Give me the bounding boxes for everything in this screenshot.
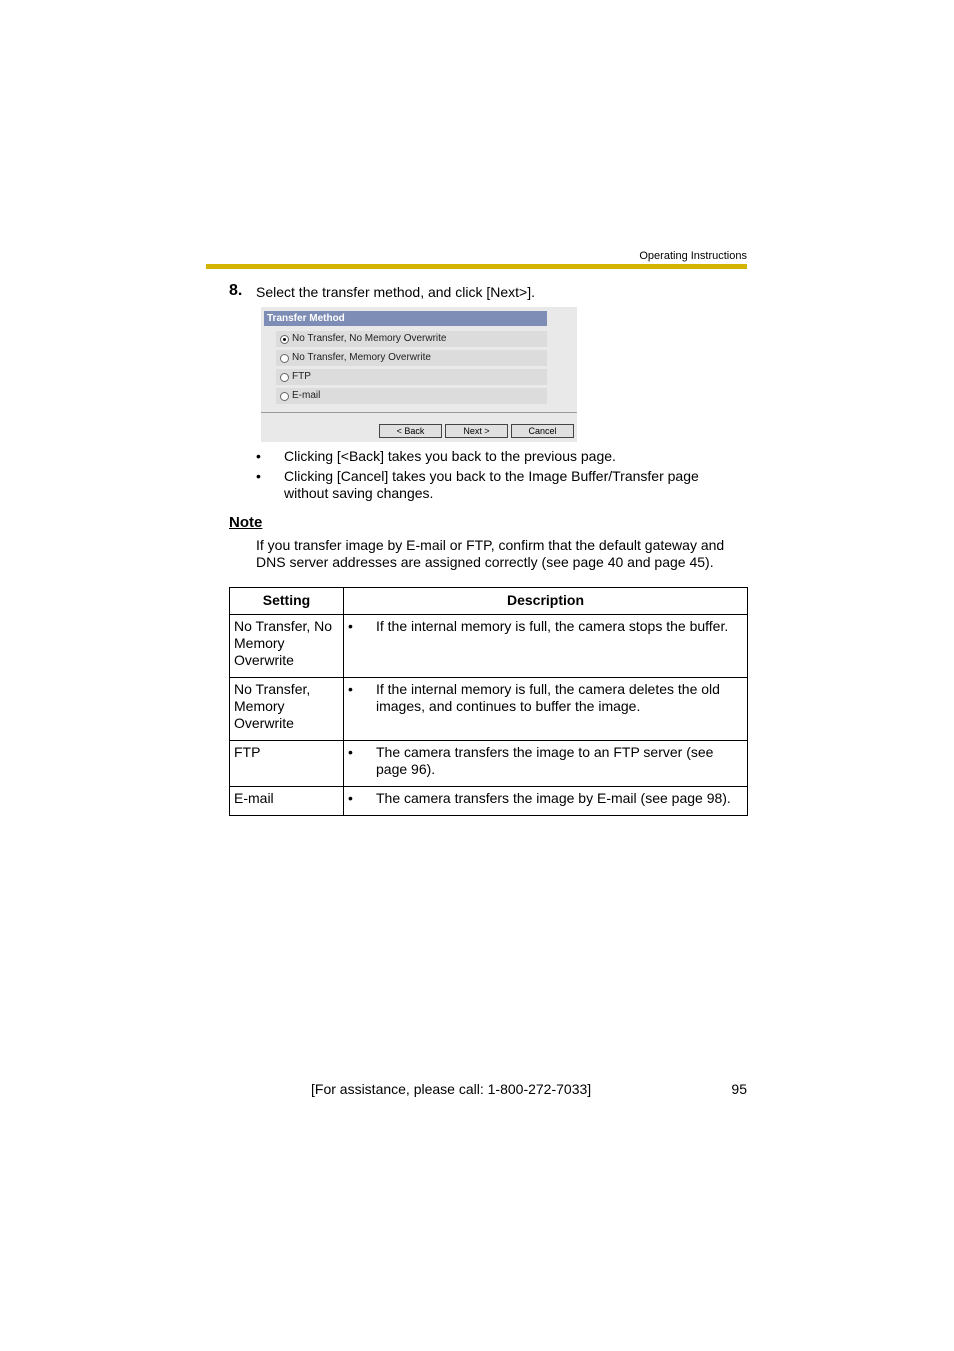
- radio-selected-icon[interactable]: [280, 335, 289, 344]
- table-row: [230, 678, 748, 741]
- setting-cell: No Transfer, No Memory Overwrite: [230, 615, 344, 678]
- page-number: 95: [731, 1081, 747, 1097]
- description-cell: • The camera transfers the image by E-mail (see page 98).: [344, 787, 748, 816]
- bullet-icon: •: [256, 468, 261, 484]
- bullet-icon: •: [348, 744, 353, 760]
- column-header-description: Description: [344, 588, 748, 615]
- setting-cell: No Transfer, Memory Overwrite: [230, 678, 344, 741]
- option-label: No Transfer, Memory Overwrite: [292, 352, 431, 363]
- option-label: FTP: [292, 371, 311, 382]
- note-text: If you transfer image by E-mail or FTP, confirm that the default gateway and DNS server addresses are assigned correctly (see page 40 and page 45).: [256, 537, 725, 570]
- bullet-icon: •: [348, 681, 353, 697]
- cancel-button[interactable]: Cancel: [511, 424, 574, 438]
- setting-cell: FTP: [230, 741, 344, 787]
- step-instruction: Select the transfer method, and click [Next>].: [256, 284, 535, 300]
- panel-title: Transfer Method: [264, 311, 547, 326]
- radio-icon[interactable]: [280, 354, 289, 363]
- bullet-icon: •: [348, 790, 353, 806]
- transfer-method-screenshot: [261, 307, 577, 442]
- bullet-icon: •: [256, 448, 261, 464]
- table-header-row: [230, 588, 748, 615]
- description-cell: • If the internal memory is full, the camera deletes the old images, and continues to buffer the image.: [344, 678, 748, 741]
- step-number: 8.: [229, 282, 243, 299]
- bullet-list: [256, 448, 756, 505]
- note-heading: Note: [229, 514, 263, 531]
- option-email[interactable]: [276, 388, 547, 404]
- assistance-footer: [For assistance, please call: 1-800-272-7033]: [311, 1081, 592, 1097]
- settings-table: [229, 587, 748, 816]
- table-row: [230, 787, 748, 816]
- option-label: No Transfer, No Memory Overwrite: [292, 333, 447, 344]
- option-no-transfer-no-overwrite[interactable]: [276, 331, 547, 347]
- table-row: [230, 615, 748, 678]
- list-item: • Clicking [Cancel] takes you back to the Image Buffer/Transfer page without saving changes.: [256, 468, 699, 501]
- column-header-setting: Setting: [230, 588, 344, 615]
- back-button[interactable]: < Back: [379, 424, 442, 438]
- bullet-icon: •: [348, 618, 353, 634]
- running-header: Operating Instructions: [639, 250, 747, 262]
- next-button[interactable]: Next >: [445, 424, 508, 438]
- header-rule: [206, 264, 747, 269]
- option-no-transfer-overwrite[interactable]: [276, 350, 547, 366]
- list-item: • Clicking [<Back] takes you back to the previous page.: [256, 448, 616, 464]
- table-row: [230, 741, 748, 787]
- setting-cell: E-mail: [230, 787, 344, 816]
- radio-icon[interactable]: [280, 373, 289, 382]
- option-ftp[interactable]: [276, 369, 547, 385]
- description-cell: • If the internal memory is full, the camera stops the buffer.: [344, 615, 748, 678]
- option-label: E-mail: [292, 390, 321, 401]
- panel-divider: [261, 412, 577, 413]
- radio-icon[interactable]: [280, 392, 289, 401]
- description-cell: • The camera transfers the image to an FTP server (see page 96).: [344, 741, 748, 787]
